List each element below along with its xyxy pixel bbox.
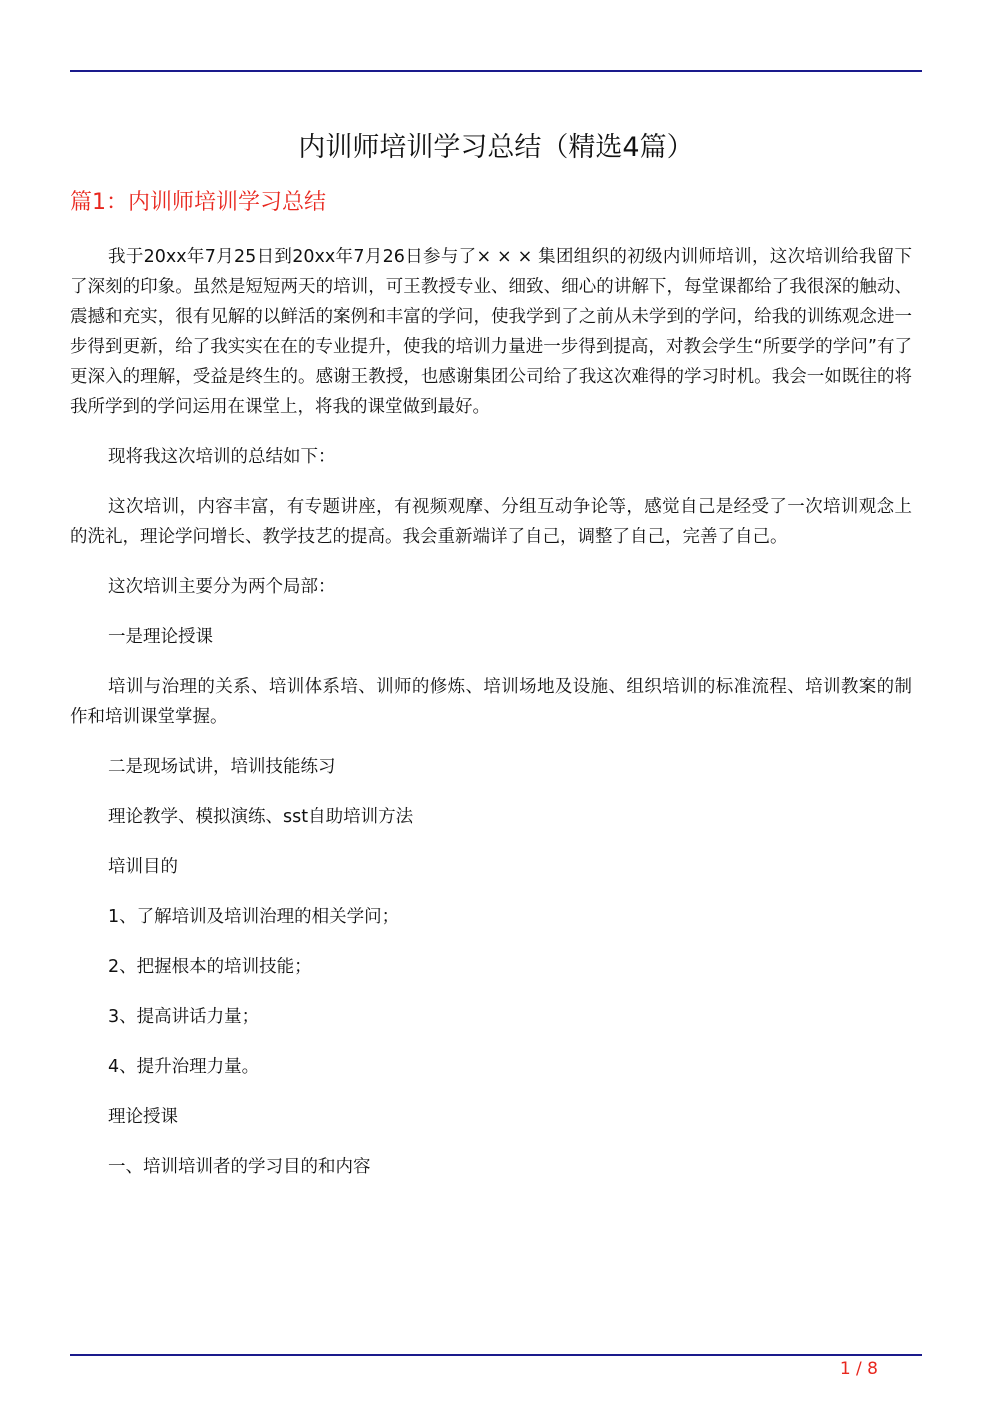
paragraph-part-two-detail: 理论教学、模拟演练、sst自助培训方法 [108,807,414,827]
paragraph-intro: 我于20xx年7月25日到20xx年7月26日参与了× × × 集团组织的初级内训师培训，这次培训给我留下了深刻的印象。虽然是短短两天的培训，可王教授专业、细致、细心的讲解下，每堂课都给了我很深的触动、震撼和充实，很有见解的以鲜活的案例和丰富的学问，使我学到了之前从未学到的学问，给我的训练观念进一步得到更新，给了我实实在在的专业提升，使我的培训力量进一步得到提高，对教会学生“所要学的学问”有了更深入的理解，受益是终生的。感谢王教授，也感谢集团公司给了我这次难得的学习时机。我会一如既往的将我所学到的学问运用在课堂上，将我的课堂做到最好。 [70,247,912,417]
paragraph-two-parts: 这次培训主要分为两个局部： [108,577,336,597]
header-rule [70,70,922,72]
document-body [70,242,912,1202]
list-item-goal-4: 4、提升治理力量。 [108,1057,260,1077]
paragraph-training-content: 这次培训，内容丰富，有专题讲座，有视频观摩、分组互动争论等，感觉自己是经受了一次培训观念上的洗礼，理论学问增长、教学技艺的提高。我会重新端详了自己，调整了自己，完善了自己。 [70,497,912,547]
footer-rule [70,1354,922,1356]
list-item-goal-1: 1、了解培训及培训治理的相关学问； [108,907,400,927]
list-item-goal-2: 2、把握根本的培训技能； [108,957,312,977]
paragraph-part-one: 一是理论授课 [108,627,213,647]
paragraph-theory-item-1: 一、培训培训者的学习目的和内容 [108,1157,371,1177]
section-heading: 篇1：内训师培训学习总结 [70,190,326,215]
paragraph-goals-heading: 培训目的 [108,857,178,877]
paragraph-theory-heading: 理论授课 [108,1107,178,1127]
page-number: 1 / 8 [839,1359,878,1379]
paragraph-part-two: 二是现场试讲，培训技能练习 [108,757,336,777]
paragraph-summary-lead: 现将我这次培训的总结如下： [108,447,336,467]
paragraph-part-one-detail: 培训与治理的关系、培训体系培、训师的修炼、培训场地及设施、组织培训的标准流程、培训教案的制作和培训课堂掌握。 [70,677,912,727]
document-title: 内训师培训学习总结（精选4篇） [298,132,694,163]
list-item-goal-3: 3、提高讲话力量； [108,1007,260,1027]
